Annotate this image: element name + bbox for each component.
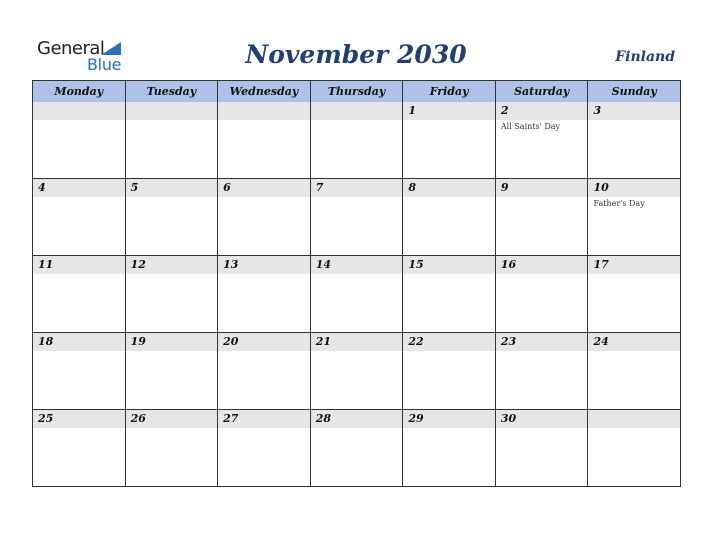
holiday-label: All Saints' Day xyxy=(500,122,561,131)
day-number: 3 xyxy=(593,104,602,117)
day-number-band xyxy=(311,102,403,120)
weekday-wednesday: Wednesday xyxy=(217,81,310,102)
day-cell[interactable] xyxy=(33,410,125,486)
week-row xyxy=(33,332,680,409)
day-cell[interactable] xyxy=(125,333,218,409)
day-number: 26 xyxy=(130,412,146,425)
day-number-band xyxy=(588,102,680,120)
week-row xyxy=(33,409,680,486)
calendar-grid xyxy=(32,102,681,487)
day-cell[interactable] xyxy=(402,410,495,486)
holiday-label: Father's Day xyxy=(593,199,645,208)
day-cell[interactable] xyxy=(495,333,588,409)
day-number: 15 xyxy=(408,258,424,271)
day-number-band xyxy=(126,102,218,120)
day-number-band xyxy=(218,179,310,197)
day-cell[interactable] xyxy=(587,102,680,178)
day-cell[interactable] xyxy=(310,256,403,332)
week-row xyxy=(33,255,680,332)
day-cell[interactable] xyxy=(217,333,310,409)
day-number: 6 xyxy=(223,181,231,194)
day-cell[interactable] xyxy=(495,256,588,332)
day-number-band xyxy=(311,179,403,197)
calendar xyxy=(32,80,681,486)
day-number: 23 xyxy=(500,335,517,348)
day-number: 12 xyxy=(130,258,146,271)
day-cell[interactable] xyxy=(310,102,403,178)
day-cell[interactable] xyxy=(125,102,218,178)
day-cell[interactable] xyxy=(495,410,588,486)
week-row xyxy=(33,102,680,178)
day-number: 20 xyxy=(223,335,239,348)
day-cell[interactable] xyxy=(125,179,218,255)
day-cell[interactable] xyxy=(587,410,680,486)
weekday-header xyxy=(32,80,681,103)
weekday-thursday: Thursday xyxy=(310,81,403,102)
day-number: 17 xyxy=(593,258,609,271)
day-cell[interactable] xyxy=(587,179,680,255)
day-cell[interactable] xyxy=(33,179,125,255)
day-number-band xyxy=(496,102,588,120)
day-cell[interactable] xyxy=(402,179,495,255)
day-number: 9 xyxy=(500,181,509,194)
day-number: 8 xyxy=(408,181,416,194)
day-cell[interactable] xyxy=(310,179,403,255)
day-number-band xyxy=(33,179,125,197)
day-number: 22 xyxy=(408,335,424,348)
day-cell[interactable] xyxy=(495,102,588,178)
day-number: 4 xyxy=(38,181,46,194)
day-cell[interactable] xyxy=(402,256,495,332)
day-number: 30 xyxy=(500,412,517,425)
day-number: 28 xyxy=(315,412,332,425)
day-number: 14 xyxy=(315,258,332,271)
day-number-band xyxy=(403,102,495,120)
day-cell[interactable] xyxy=(33,102,125,178)
day-number: 11 xyxy=(38,258,54,271)
day-number: 21 xyxy=(315,335,332,348)
weekday-tuesday: Tuesday xyxy=(125,81,218,102)
weekday-monday: Monday xyxy=(54,85,104,98)
day-cell[interactable] xyxy=(587,333,680,409)
day-number: 16 xyxy=(500,258,517,271)
day-cell[interactable] xyxy=(402,333,495,409)
day-cell[interactable] xyxy=(125,410,218,486)
day-cell[interactable] xyxy=(310,333,403,409)
day-cell[interactable] xyxy=(125,256,218,332)
logo-general-text: General xyxy=(37,38,105,59)
day-number-band xyxy=(496,179,588,197)
day-number-band xyxy=(126,179,218,197)
weekday-sunday: Sunday xyxy=(587,81,680,102)
day-number: 18 xyxy=(38,335,54,348)
calendar-title: November 2030 xyxy=(245,40,467,69)
day-cell[interactable] xyxy=(217,102,310,178)
day-cell[interactable] xyxy=(310,410,403,486)
weekday-friday: Friday xyxy=(402,81,495,102)
day-number: 10 xyxy=(593,181,609,194)
day-cell[interactable] xyxy=(217,179,310,255)
day-number: 2 xyxy=(500,104,509,117)
day-cell[interactable] xyxy=(402,102,495,178)
day-number-band xyxy=(403,179,495,197)
day-cell[interactable] xyxy=(217,256,310,332)
day-cell[interactable] xyxy=(587,256,680,332)
day-cell[interactable] xyxy=(217,410,310,486)
day-number-band xyxy=(33,102,125,120)
day-cell[interactable] xyxy=(33,256,125,332)
day-number: 25 xyxy=(38,412,54,425)
weekday-saturday: Saturday xyxy=(495,81,588,102)
day-number: 13 xyxy=(223,258,239,271)
day-number: 5 xyxy=(130,181,139,194)
day-number: 27 xyxy=(223,412,239,425)
day-number: 29 xyxy=(408,412,424,425)
day-cell[interactable] xyxy=(33,333,125,409)
day-number: 1 xyxy=(408,104,416,117)
day-cell[interactable] xyxy=(495,179,588,255)
day-number-band xyxy=(218,102,310,120)
day-number: 7 xyxy=(315,181,324,194)
day-number: 24 xyxy=(593,335,609,348)
day-number-band xyxy=(588,410,680,428)
day-number: 19 xyxy=(130,335,146,348)
logo-blue-text: Blue xyxy=(87,55,122,74)
country-label: Finland xyxy=(615,49,675,65)
week-row xyxy=(33,178,680,255)
